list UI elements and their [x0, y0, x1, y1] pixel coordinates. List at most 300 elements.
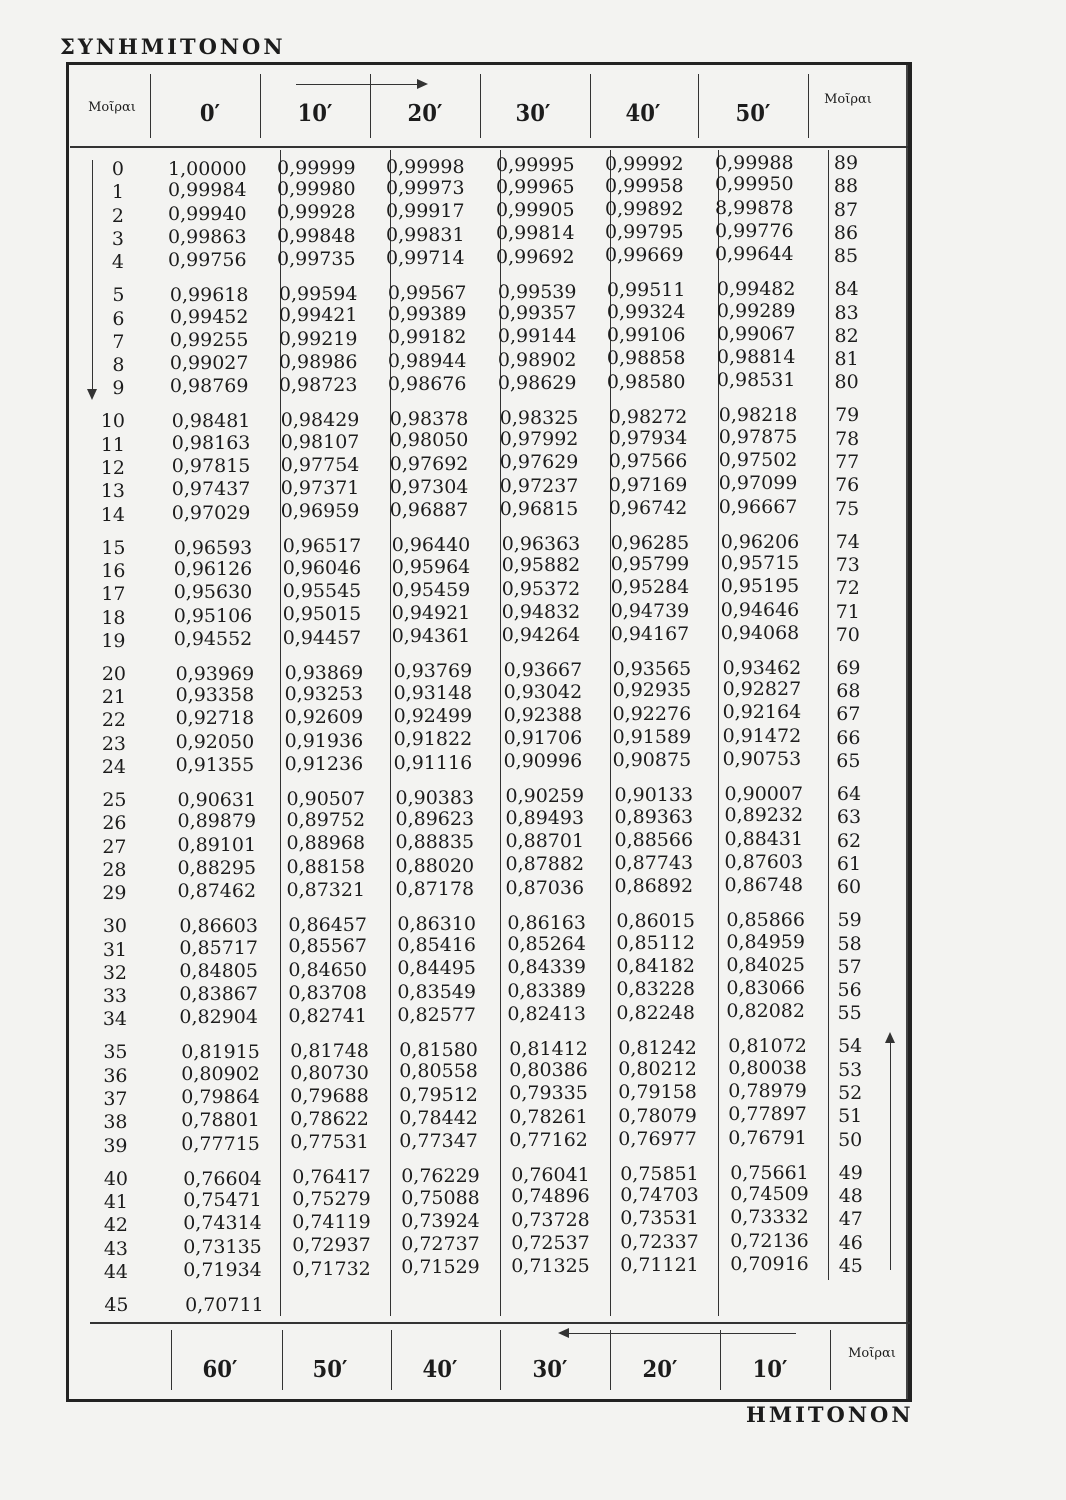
table-cell-value: 0,94361 — [391, 625, 471, 648]
table-cell-value: 0,95195 — [720, 575, 800, 598]
table-cell-value: 0,96593 — [173, 536, 253, 559]
table-cell-value: 0,99482 — [716, 278, 796, 301]
table-cell-value: 0,98769 — [169, 375, 249, 398]
table-cell-value: 0,97992 — [499, 428, 579, 451]
column-divider — [610, 1330, 611, 1390]
table-cell-value: 0,76791 — [728, 1126, 807, 1149]
column-divider — [500, 1330, 501, 1390]
table-cell-value: 0,95545 — [282, 580, 362, 602]
table-row-degree-right: 76 — [835, 474, 860, 497]
table-cell-value: 0,87603 — [724, 850, 804, 873]
column-divider — [391, 1330, 392, 1390]
table-cell-value: 0,91236 — [284, 752, 364, 775]
table-cell-value: 0,99917 — [386, 200, 465, 223]
table-row-degree-right: 65 — [836, 750, 861, 772]
table-cell-value: 0,83867 — [179, 983, 258, 1006]
page-footer-title: ΗΜΙΤΟΝΟΝ — [746, 1402, 914, 1427]
table-cell-value: 0,77715 — [181, 1132, 260, 1155]
table-cell-value: 0,71121 — [620, 1254, 699, 1276]
table-cell-value: 0,94646 — [720, 598, 800, 621]
table-cell-value: 0,78442 — [399, 1106, 478, 1129]
table-cell-value: 0,92164 — [722, 701, 802, 724]
table-cell-value: 0,71732 — [292, 1257, 371, 1280]
table-cell-value: 0,77347 — [399, 1130, 478, 1153]
table-cell-value: 0,93667 — [503, 659, 583, 682]
table-cell-value: 0,98944 — [387, 349, 467, 372]
table-cell-value: 0,99863 — [168, 225, 247, 248]
table-cell-value: 0,93869 — [284, 661, 364, 684]
table-cell-value: 0,98378 — [389, 408, 469, 430]
table-cell-value: 0,99289 — [716, 299, 796, 322]
table-cell-value: 0,98163 — [171, 431, 251, 454]
table-cell-value: 0,91822 — [393, 728, 473, 751]
table-cell-value: 0,72937 — [292, 1234, 371, 1257]
table-cell-value: 0,75661 — [730, 1161, 809, 1184]
table-cell-value: 0,75471 — [183, 1188, 262, 1211]
table-row-degree: 7 — [112, 330, 125, 353]
table-cell-value: 0,95106 — [173, 604, 253, 627]
table-cell-value: 0,74314 — [183, 1212, 262, 1235]
table-row-degree: 43 — [103, 1237, 128, 1260]
table-cell-value: 0,99692 — [496, 245, 575, 268]
table-row-degree-right: 47 — [838, 1208, 863, 1231]
table-cell-value: 0,93969 — [175, 662, 255, 685]
table-cell-value: 0,97754 — [280, 453, 360, 476]
table-cell-value: 0,87882 — [505, 853, 585, 876]
table-cell-value: 0,78979 — [728, 1080, 807, 1102]
table-cell-value: 0,89101 — [177, 833, 257, 856]
table-cell-value: 0,81748 — [290, 1040, 369, 1063]
table-row-degree: 6 — [112, 307, 125, 330]
table-cell-value: 0,90133 — [614, 784, 694, 807]
table-cell-value: 0,76041 — [511, 1164, 590, 1186]
table-row-degree-right: 46 — [838, 1231, 863, 1254]
table-cell-value: 0,93462 — [722, 656, 802, 679]
table-cell-value: 0,78801 — [181, 1109, 260, 1132]
table-cell-value: 0,83389 — [507, 979, 586, 1002]
table-cell-value: 0,73728 — [511, 1208, 590, 1231]
table-cell-value: 0,82577 — [397, 1004, 476, 1026]
table-cell-value: 0,92718 — [175, 707, 255, 730]
column-divider — [150, 74, 151, 138]
table-cell-value: 0,94552 — [173, 627, 253, 650]
table-row-degree: 5 — [112, 284, 125, 307]
table-cell-value: 0,99848 — [277, 224, 356, 247]
table-row-degree-right: 45 — [838, 1254, 863, 1277]
column-divider — [830, 1330, 831, 1390]
table-cell-value: 0,74896 — [511, 1185, 590, 1208]
table-cell-value: 0,91472 — [722, 724, 802, 747]
table-cell-value: 0,97169 — [608, 473, 688, 496]
table-row-degree-right: 89 — [833, 152, 859, 174]
table-row-degree-right: 85 — [833, 245, 859, 268]
table-cell-value: 0,80902 — [181, 1062, 260, 1085]
table-cell-value: 0,73531 — [620, 1207, 699, 1230]
table-row-degree: 24 — [101, 756, 126, 778]
table-cell-value: 0,93148 — [393, 681, 473, 704]
table-cell-value: 0,96742 — [608, 496, 688, 519]
table-cell-value: 0,80730 — [290, 1061, 369, 1084]
table-cell-value: 0,74509 — [730, 1182, 809, 1205]
table-cell-value: 0,96363 — [501, 533, 581, 555]
table-cell-value: 0,71934 — [183, 1258, 262, 1281]
table-cell-value: 0,98218 — [718, 404, 798, 427]
minute-footer: 50′ — [312, 1356, 348, 1383]
table-cell-value: 0,84650 — [288, 958, 367, 981]
table-cell-value: 0,79335 — [509, 1082, 588, 1105]
column-divider — [698, 74, 699, 138]
table-cell-value: 0,93253 — [284, 682, 364, 705]
table-row-degree: 17 — [101, 583, 126, 606]
table-cell-value: 0,95372 — [501, 577, 581, 600]
table-cell-value: 0,85416 — [397, 934, 476, 957]
table-row-degree-right: 82 — [834, 324, 859, 347]
table-cell-value: 0,87743 — [614, 852, 694, 875]
table-cell-value: 0,99421 — [278, 304, 358, 327]
table-cell-value: 0,80386 — [509, 1059, 588, 1082]
table-cell-value: 0,99618 — [169, 284, 249, 307]
table-row-degree: 15 — [101, 536, 126, 559]
table-cell-value: 0,94739 — [610, 599, 690, 622]
table-cell-value: 0,82904 — [179, 1006, 258, 1029]
table-cell-value: 0,93769 — [393, 660, 473, 683]
table-cell-value: 0,82413 — [507, 1002, 586, 1025]
table-cell-value: 0,83708 — [288, 981, 367, 1004]
table-cell-value: 0,98723 — [278, 374, 358, 397]
table-cell-value: 0,96959 — [280, 500, 360, 523]
table-cell-value: 0,99324 — [606, 300, 686, 323]
table-cell-value: 0,98986 — [278, 350, 358, 373]
minute-header: 30′ — [515, 100, 551, 127]
degree-header-right: Μοῖραι — [824, 92, 872, 107]
column-divider — [260, 74, 261, 138]
table-cell-value: 0,99992 — [605, 153, 684, 176]
table-row-degree-right: 49 — [838, 1161, 863, 1184]
table-cell-value: 0,97629 — [499, 451, 579, 474]
table-cell-value: 0,79864 — [181, 1086, 260, 1108]
table-cell-value: 0,99965 — [496, 175, 575, 198]
table-cell-value: 0,97875 — [718, 425, 798, 448]
table-row-degree: 12 — [100, 457, 125, 479]
table-row-degree-right: 75 — [835, 497, 860, 520]
table-row-degree-right: 73 — [835, 553, 860, 576]
table-row-degree: 35 — [103, 1041, 128, 1064]
table-row-degree-right: 52 — [838, 1082, 863, 1104]
table-row-degree-right: 54 — [838, 1035, 863, 1058]
table-cell-value: 0,92609 — [284, 706, 364, 729]
table-cell-value: 0,94457 — [282, 626, 362, 649]
table-cell-value: 0,74703 — [620, 1184, 699, 1207]
table-cell-value: 0,96206 — [720, 530, 800, 553]
table-cell-value: 0,93358 — [175, 684, 255, 707]
table-row-degree-right: 74 — [835, 530, 860, 553]
table-cell-value: 0,91936 — [284, 729, 364, 752]
minute-footer: 30′ — [532, 1356, 568, 1383]
table-cell-value: 0,76604 — [183, 1167, 262, 1190]
table-row-degree: 18 — [101, 606, 126, 629]
table-cell-value: 0,95964 — [391, 555, 471, 578]
table-cell-value: 0,99892 — [605, 197, 684, 220]
column-divider — [282, 1330, 283, 1390]
table-cell-value: 0,91589 — [612, 725, 692, 748]
table-cell-value: 0,81242 — [618, 1036, 697, 1059]
table-cell-value: 0,86892 — [614, 875, 694, 898]
table-cell-value: 0,72136 — [730, 1229, 809, 1252]
table-cell-value: 0,88968 — [286, 832, 366, 855]
table-cell-value: 0,73135 — [183, 1235, 262, 1258]
table-cell-value: 0,83549 — [397, 980, 476, 1003]
table-cell-value: 0,96126 — [173, 557, 253, 580]
table-cell-value: 0,99567 — [387, 281, 467, 304]
table-cell-value: 0,99940 — [168, 202, 247, 225]
table-cell-value: 0,93565 — [612, 658, 692, 680]
table-cell-value: 0,90507 — [286, 787, 366, 810]
table-cell-value: 0,92935 — [612, 679, 692, 702]
table-cell-value: 0,81072 — [728, 1035, 807, 1058]
table-row-degree-right: 53 — [838, 1058, 863, 1081]
table-cell-value: 0,88158 — [286, 855, 366, 878]
minute-header: 40′ — [625, 100, 661, 127]
column-divider — [171, 1330, 172, 1390]
table-row-degree: 39 — [103, 1134, 128, 1157]
table-cell-value: 0,98272 — [608, 405, 688, 428]
table-row-degree: 27 — [102, 835, 127, 858]
table-row-degree-right: 61 — [836, 852, 862, 875]
minute-header: 0′ — [199, 100, 221, 127]
table-row-degree-right: 58 — [837, 932, 862, 955]
table-row-degree-right: 77 — [835, 451, 860, 473]
table-cell-value: 0,90875 — [612, 749, 692, 772]
table-row-degree-right: 51 — [838, 1105, 863, 1128]
table-row-degree: 23 — [101, 732, 126, 755]
minute-footer: 20′ — [642, 1356, 678, 1383]
table-cell-value: 0,95630 — [173, 581, 253, 604]
table-cell-value: 0,85264 — [507, 932, 586, 955]
table-cell-value: 0,96285 — [610, 531, 690, 554]
table-cell-value: 0,87321 — [286, 879, 366, 901]
table-cell-value: 0,71529 — [401, 1256, 480, 1279]
table-row-degree: 26 — [102, 812, 127, 835]
table-row-degree: 8 — [112, 354, 125, 377]
table-cell-value: 0,70711 — [185, 1293, 264, 1316]
table-cell-value: 0,99999 — [277, 156, 356, 179]
table-cell-value: 0,77897 — [728, 1103, 807, 1126]
column-divider — [480, 74, 481, 138]
table-cell-value: 0,97815 — [171, 455, 251, 477]
table-cell-value: 0,97029 — [171, 501, 251, 524]
table-cell-value: 0,96046 — [282, 556, 362, 579]
table-cell-value: 0,99831 — [386, 223, 465, 246]
table-cell-value: 0,88835 — [395, 831, 475, 854]
table-cell-value: 0,75088 — [401, 1186, 480, 1209]
table-cell-value: 0,92050 — [175, 730, 255, 753]
table-row-degree: 45 — [104, 1293, 129, 1316]
table-cell-value: 0,81580 — [399, 1039, 478, 1061]
table-cell-value: 0,99756 — [168, 249, 247, 272]
table-cell-value: 0,99255 — [169, 328, 249, 351]
table-cell-value: 0,92276 — [612, 702, 692, 725]
table-cell-value: 0,79688 — [290, 1084, 369, 1107]
table-cell-value: 0,98814 — [716, 346, 796, 369]
table-cell-value: 0,99984 — [168, 179, 247, 202]
table-cell-value: 0,94921 — [391, 602, 471, 625]
table-cell-value: 0,99980 — [277, 178, 356, 201]
table-row-degree: 34 — [102, 1008, 127, 1031]
table-cell-value: 0,95799 — [610, 553, 690, 576]
table-row-degree-right: 72 — [835, 577, 860, 600]
table-row-degree: 40 — [103, 1167, 128, 1190]
table-row-degree-right: 69 — [836, 656, 861, 679]
header-rule — [70, 146, 908, 148]
table-row-degree-right: 59 — [837, 909, 862, 932]
table-row-degree-right: 81 — [834, 348, 859, 371]
table-cell-value: 0,94832 — [501, 600, 581, 623]
table-cell-value: 0,99357 — [497, 301, 577, 324]
table-cell-value: 0,96887 — [389, 499, 469, 522]
table-cell-value: 0,84182 — [616, 955, 695, 977]
table-row-degree: 30 — [102, 915, 127, 938]
table-cell-value: 0,99795 — [605, 221, 684, 244]
table-cell-value: 0,99928 — [277, 201, 356, 224]
footer-rule — [90, 1322, 910, 1324]
column-divider — [808, 74, 809, 138]
table-cell-value: 0,88701 — [505, 830, 585, 852]
table-cell-value: 0,70916 — [730, 1252, 809, 1275]
table-cell-value: 0,98325 — [499, 406, 579, 429]
table-cell-value: 0,77531 — [290, 1131, 369, 1154]
table-cell-value: 0,90383 — [395, 786, 475, 809]
table-cell-value: 0,99067 — [716, 322, 796, 345]
table-cell-value: 0,99973 — [386, 176, 465, 199]
table-row-degree: 16 — [101, 559, 126, 582]
table-row-degree-right: 50 — [838, 1128, 863, 1151]
table-cell-value: 0,71325 — [511, 1255, 590, 1278]
table-cell-value: 0,90753 — [722, 748, 802, 770]
table-row-degree: 4 — [111, 251, 124, 274]
table-row-degree-right: 88 — [833, 175, 859, 198]
table-row-degree: 2 — [111, 204, 124, 227]
table-cell-value: 0,99950 — [715, 173, 794, 196]
table-cell-value: 0,97099 — [718, 472, 798, 495]
table-row-degree: 42 — [103, 1214, 128, 1237]
table-cell-value: 0,93042 — [503, 680, 583, 703]
table-row-degree-right: 87 — [833, 198, 859, 221]
table-row-degree-right: 80 — [834, 371, 859, 394]
minute-footer: 40′ — [422, 1356, 458, 1383]
table-row-degree: 1 — [111, 181, 124, 204]
table-row-degree-right: 62 — [836, 829, 862, 852]
table-cell-value: 0,99958 — [605, 174, 684, 197]
table-cell-value: 0,85717 — [179, 936, 258, 959]
table-row-degree: 44 — [103, 1260, 128, 1283]
table-cell-value: 0,76229 — [401, 1165, 480, 1188]
table-cell-value: 0,86015 — [616, 910, 695, 933]
table-cell-value: 0,99644 — [715, 243, 794, 266]
table-cell-value: 0,99219 — [278, 327, 358, 350]
column-divider — [720, 1330, 721, 1390]
table-cell-value: 0,73332 — [730, 1206, 809, 1229]
table-cell-value: 0,97566 — [608, 450, 688, 473]
table-cell-value: 0,86603 — [179, 915, 258, 938]
table-row-degree: 21 — [101, 686, 126, 709]
table-cell-value: 0,92388 — [503, 703, 583, 726]
table-cell-value: 0,94264 — [501, 624, 581, 647]
degree-header-left: Μοῖραι — [88, 100, 136, 115]
table-cell-value: 0,98481 — [171, 410, 251, 433]
table-cell-value: 0,99988 — [715, 152, 794, 174]
table-row-degree-right: 48 — [838, 1184, 863, 1207]
table-cell-value: 0,86748 — [724, 874, 804, 897]
table-cell-value: 0,84495 — [397, 957, 476, 980]
table-cell-value: 0,72537 — [511, 1231, 590, 1254]
table-cell-value: 0,88431 — [724, 827, 804, 850]
table-cell-value: 0,97502 — [718, 449, 798, 471]
table-cell-value: 0,92499 — [393, 705, 473, 727]
table-cell-value: 0,88566 — [614, 828, 694, 851]
table-cell-value: 0,95284 — [610, 576, 690, 599]
table-cell-value: 0,95015 — [282, 603, 362, 626]
table-cell-value: 0,78079 — [618, 1104, 697, 1127]
table-cell-value: 0,85866 — [726, 909, 805, 932]
up-arrow — [890, 1036, 891, 1270]
minute-header: 50′ — [735, 100, 771, 127]
table-cell-value: 0,90259 — [505, 785, 585, 808]
table-cell-value: 0,89623 — [395, 807, 475, 830]
table-row-degree: 20 — [101, 662, 126, 685]
table-cell-value: 0,95882 — [501, 554, 581, 577]
left-arrow — [560, 1333, 796, 1334]
table-cell-value: 0,98429 — [280, 409, 360, 432]
table-cell-value: 0,73924 — [401, 1209, 480, 1232]
table-cell-value: 0,84025 — [726, 953, 805, 976]
table-cell-value: 0,99539 — [497, 280, 577, 303]
table-cell-value: 0,98107 — [280, 430, 360, 453]
table-cell-value: 0,99714 — [386, 246, 465, 269]
table-cell-value: 0,97437 — [171, 478, 251, 501]
table-cell-value: 0,82248 — [616, 1001, 695, 1024]
table-cell-value: 0,84339 — [507, 956, 586, 979]
table-row-degree: 13 — [100, 480, 125, 503]
table-cell-value: 0,86457 — [288, 914, 367, 936]
table-cell-value: 0,99027 — [169, 352, 249, 375]
table-row-degree: 9 — [112, 377, 125, 400]
table-cell-value: 0,99669 — [605, 244, 684, 267]
table-cell-value: 0,99452 — [169, 305, 249, 328]
table-row-degree-right: 84 — [834, 278, 859, 301]
table-row-degree: 29 — [102, 882, 127, 905]
table-cell-value: 0,80558 — [399, 1060, 478, 1083]
table-cell-value: 0,85112 — [616, 931, 695, 954]
table-cell-value: 0,83066 — [726, 977, 805, 1000]
table-cell-value: 0,87178 — [395, 877, 475, 900]
table-cell-value: 0,98531 — [716, 369, 796, 392]
table-cell-value: 0,87462 — [177, 880, 257, 903]
table-cell-value: 0,97371 — [280, 477, 360, 500]
table-cell-value: 0,82741 — [288, 1005, 367, 1028]
table-cell-value: 0,76417 — [292, 1166, 371, 1189]
page-title: ΣΥΝΗΜΙΤΟΝΟΝ — [60, 34, 286, 59]
table-cell-value: 0,80038 — [728, 1056, 807, 1079]
table-cell-value: 0,97692 — [389, 452, 469, 475]
table-cell-value: 0,99182 — [387, 326, 467, 349]
table-row-degree-right: 67 — [836, 703, 861, 726]
right-arrow — [296, 84, 426, 85]
table-row-degree: 36 — [103, 1064, 128, 1087]
table-cell-value: 0,96667 — [718, 495, 798, 518]
minute-footer: 60′ — [202, 1356, 238, 1383]
table-row-degree: 25 — [102, 789, 127, 811]
table-row-degree-right: 64 — [836, 783, 862, 805]
